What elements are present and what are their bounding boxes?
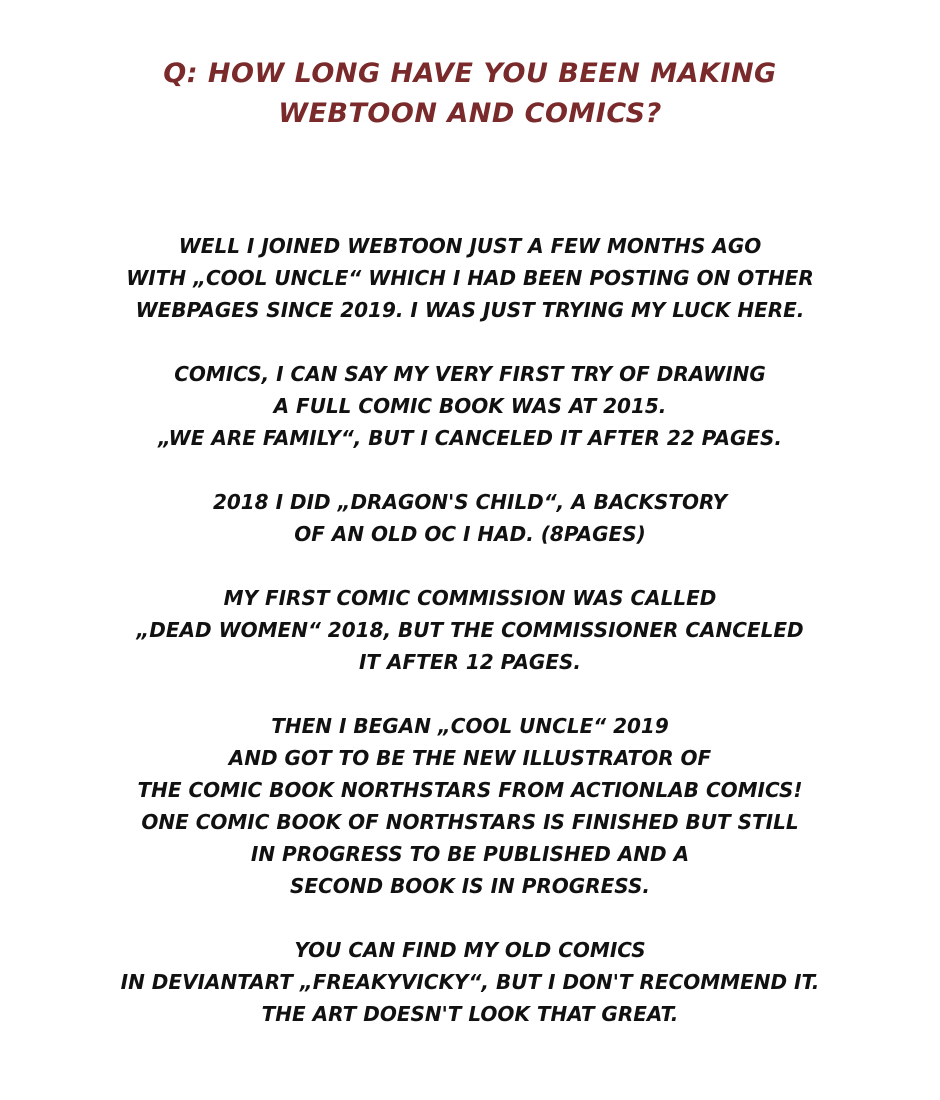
answer-line: OF AN OLD OC I HAD. (8PAGES): [294, 522, 646, 546]
question-heading: [0, 54, 940, 134]
answer-paragraph-webtoon: [0, 230, 940, 326]
answer-paragraph-first-comic: [0, 358, 940, 454]
answer-paragraph-deviantart: [0, 934, 940, 1030]
answer-text: [0, 230, 940, 1062]
answer-paragraph-dragons-child: [0, 486, 940, 550]
answer-line: WITH „COOL UNCLE“ WHICH I HAD BEEN POSTING ON OTHER: [126, 266, 814, 290]
answer-paragraph-northstars: [0, 710, 940, 902]
answer-line: WELL I JOINED WEBTOON JUST A FEW MONTHS AGO: [178, 234, 762, 258]
answer-line: A FULL COMIC BOOK WAS AT 2015.: [273, 394, 667, 418]
answer-line: IT AFTER 12 PAGES.: [358, 650, 582, 674]
answer-paragraph-commission: [0, 582, 940, 678]
answer-line: WEBPAGES SINCE 2019. I WAS JUST TRYING MY LUCK HERE.: [135, 298, 805, 322]
answer-line: YOU CAN FIND MY OLD COMICS: [294, 938, 646, 962]
question-line: WEBTOON AND COMICS?: [278, 98, 662, 129]
answer-line: MY FIRST COMIC COMMISSION WAS CALLED: [223, 586, 717, 610]
answer-line: „DEAD WOMEN“ 2018, BUT THE COMMISSIONER CANCELED: [136, 618, 804, 642]
answer-line: 2018 I DID „DRAGON'S CHILD“, A BACKSTORY: [212, 490, 728, 514]
answer-line: SECOND BOOK IS IN PROGRESS.: [290, 874, 650, 898]
answer-line: THE COMIC BOOK NORTHSTARS FROM ACTIONLAB COMICS!: [137, 778, 803, 802]
answer-line: IN PROGRESS TO BE PUBLISHED AND A: [250, 842, 690, 866]
answer-line: „WE ARE FAMILY“, BUT I CANCELED IT AFTER 22 PAGES.: [157, 426, 783, 450]
question-line: Q: HOW LONG HAVE YOU BEEN MAKING: [163, 58, 777, 89]
answer-line: IN DEVIANTART „FREAKYVICKY“, BUT I DON'T RECOMMEND IT.: [120, 970, 820, 994]
answer-line: COMICS, I CAN SAY MY VERY FIRST TRY OF DRAWING: [174, 362, 766, 386]
answer-line: THEN I BEGAN „COOL UNCLE“ 2019: [271, 714, 669, 738]
answer-line: AND GOT TO BE THE NEW ILLUSTRATOR OF: [228, 746, 712, 770]
answer-line: THE ART DOESN'T LOOK THAT GREAT.: [261, 1002, 679, 1026]
answer-line: ONE COMIC BOOK OF NORTHSTARS IS FINISHED BUT STILL: [141, 810, 799, 834]
